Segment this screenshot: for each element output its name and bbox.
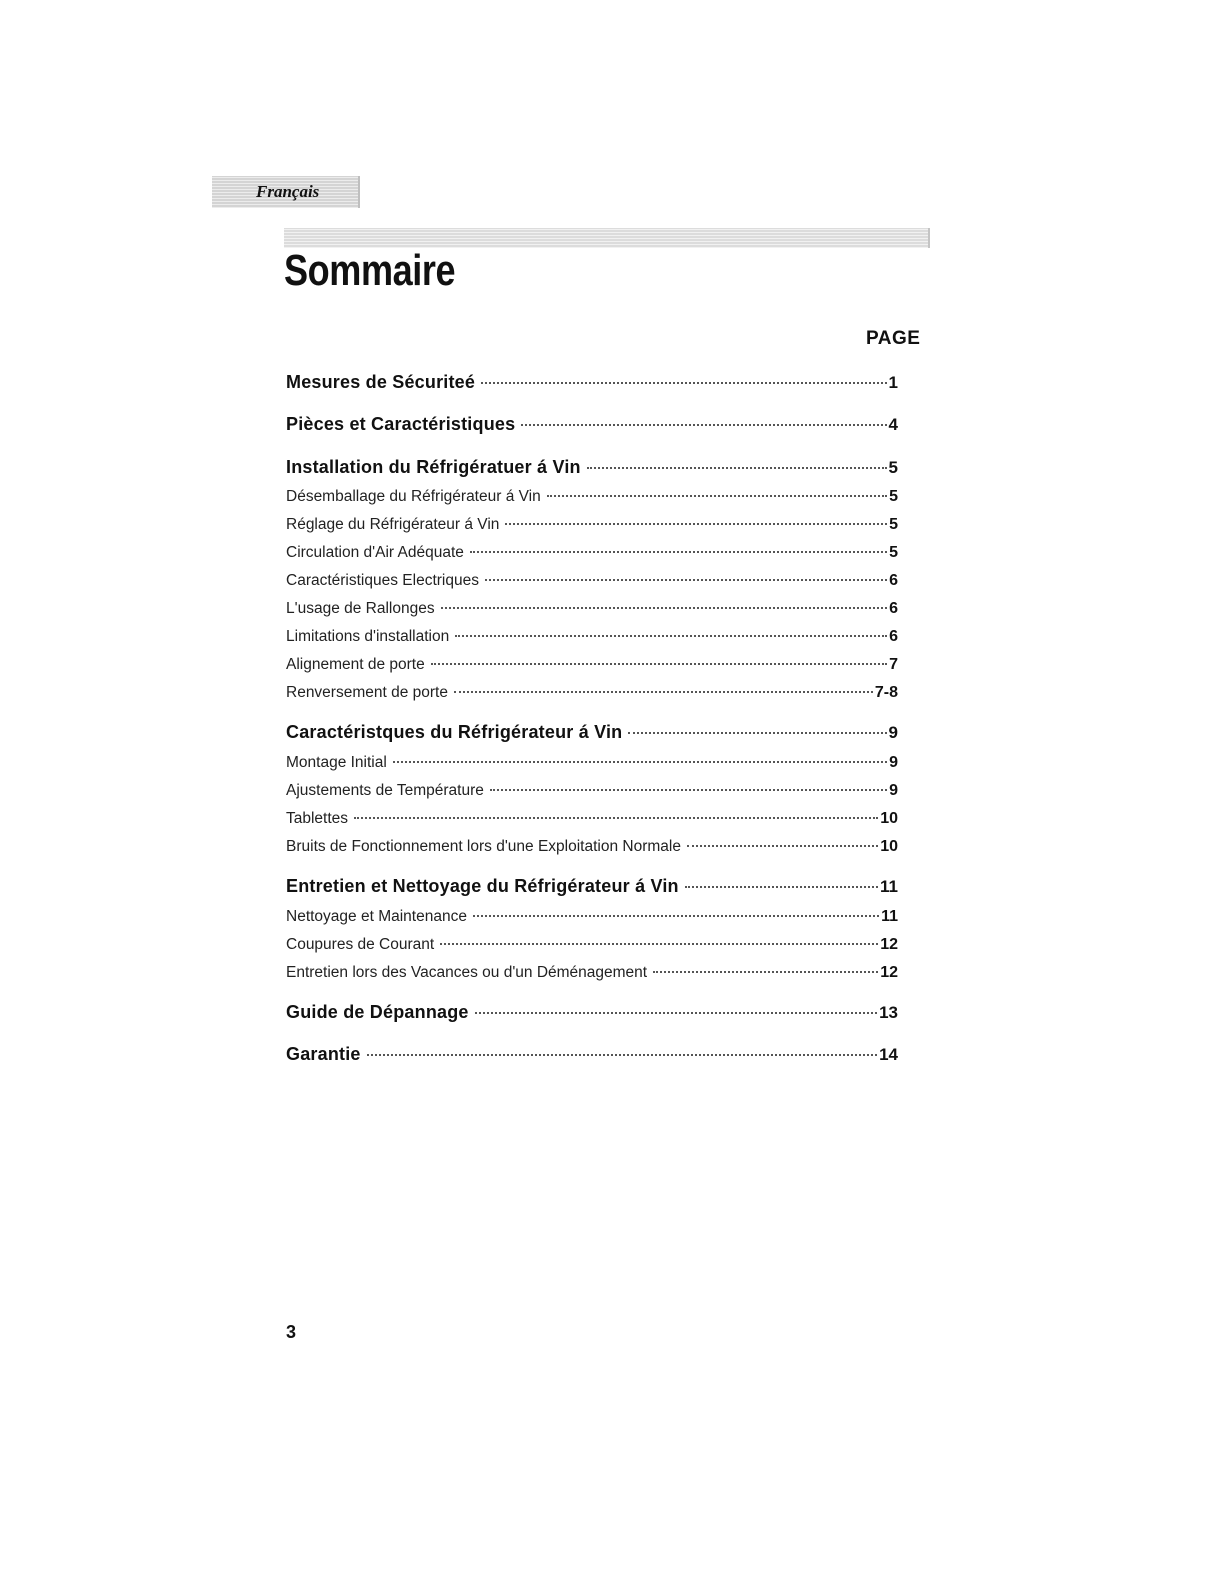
toc-entry[interactable] [286,874,898,897]
toc-entry-label: Guide de Dépannage [286,1002,469,1022]
toc-entry-label: Nettoyage et Maintenance [286,908,467,925]
language-tab [212,176,360,208]
dot-leader [441,591,887,609]
dot-leader [687,829,878,847]
dot-leader [431,647,887,665]
toc-subentry[interactable] [286,651,898,674]
toc-entry-page: 4 [888,415,898,434]
toc-entry-page: 14 [879,1045,898,1064]
toc-subentry[interactable] [286,595,898,618]
toc-entry-label: Réglage du Réfrigérateur á Vin [286,516,500,533]
toc-entry-label: Ajustements de Température [286,782,484,799]
toc-entry-page: 5 [889,488,898,505]
toc-entry-page: 10 [880,810,898,827]
toc-entry-page: 13 [879,1003,898,1022]
toc-entry-page: 9 [889,782,898,799]
toc-entry-label: Tablettes [286,810,349,827]
dot-leader [490,773,887,791]
toc-entry-page: 12 [880,964,898,981]
toc-entry-label: Bruits de Fonctionnement lors d'une Exploitation Normale [286,838,681,855]
toc-subentry[interactable] [286,623,898,646]
language-tab-label: Français [256,182,320,201]
toc-entry-page: 11 [881,908,898,925]
toc-entry-page: 9 [888,723,898,742]
dot-leader [393,745,887,763]
toc-subentry[interactable] [286,539,898,562]
title-decoration-bar [284,228,930,248]
dot-leader [473,899,879,917]
dot-leader [521,408,886,426]
toc-entry-label: L'usage de Rallonges [286,600,435,617]
toc-entry-label: Circulation d'Air Adéquate [286,544,464,561]
toc-entry-page: 6 [889,600,898,617]
toc-entry-label: Caractéristiques Electriques [286,572,479,589]
toc-entry-page: 10 [880,838,898,855]
dot-leader [653,955,878,973]
toc-subentry[interactable] [286,483,898,506]
toc-entry[interactable] [286,412,898,435]
toc-entry[interactable] [286,370,898,393]
toc-subentry[interactable] [286,777,898,800]
toc-subentry[interactable] [286,959,898,982]
dot-leader [454,675,873,693]
toc-subentry[interactable] [286,567,898,590]
toc-entry-page: 12 [880,936,898,953]
toc-entry-label: Installation du Réfrigératuer á Vin [286,457,581,477]
toc-entry-page: 5 [888,458,898,477]
toc-entry-page: 6 [889,628,898,645]
toc-entry[interactable] [286,455,898,478]
toc-entry-label: Montage Initial [286,754,387,771]
toc-entry-label: Désemballage du Réfrigérateur á Vin [286,488,541,505]
toc-entry-page: 7-8 [874,684,898,701]
toc-entry-label: Renversement de porte [286,684,448,701]
dot-leader [505,507,887,525]
dot-leader [470,535,887,553]
toc-entry[interactable] [286,720,898,743]
toc-entry-page: 9 [889,754,898,771]
dot-leader [547,479,887,497]
toc-entry[interactable] [286,1000,898,1023]
toc-entry-label: Pièces et Caractéristiques [286,414,516,434]
toc-entry-page: 11 [880,877,898,896]
toc-subentry[interactable] [286,805,898,828]
dot-leader [485,563,887,581]
page-title: Sommaire [284,246,456,295]
toc-entry-label: Mesures de Sécuriteé [286,372,476,392]
toc-subentry[interactable] [286,903,898,926]
toc-entry-label: Coupures de Courant [286,936,435,953]
toc-entry-label: Alignement de porte [286,656,425,673]
toc-entry-label: Caractéristques du Réfrigérateur á Vin [286,722,623,742]
toc-subentry[interactable] [286,679,898,702]
dot-leader [455,619,887,637]
toc-entry-page: 5 [889,516,898,533]
dot-leader [354,801,878,819]
toc-entry-label: Garantie [286,1044,361,1064]
footer-page-number: 3 [286,1322,297,1342]
toc-entry-page: 1 [888,373,898,392]
toc-entry-label: Limitations d'installation [286,628,450,645]
toc-entry-page: 7 [889,656,898,673]
dot-leader [628,716,886,734]
toc-subentry[interactable] [286,833,898,856]
toc-entry-label: Entretien lors des Vacances ou d'un Déménagement [286,964,648,981]
dot-leader [481,366,886,384]
toc-entry-label: Entretien et Nettoyage du Réfrigérateur á Vin [286,876,679,896]
toc-entry-page: 6 [889,572,898,589]
page-column-header: PAGE [866,328,921,349]
toc-subentry[interactable] [286,511,898,534]
dot-leader [367,1038,877,1056]
dot-leader [475,996,877,1014]
toc-subentry[interactable] [286,749,898,772]
toc-entry[interactable] [286,1042,898,1065]
dot-leader [440,927,878,945]
dot-leader [685,870,878,888]
toc-subentry[interactable] [286,931,898,954]
toc-entry-page: 5 [889,544,898,561]
dot-leader [587,451,887,469]
